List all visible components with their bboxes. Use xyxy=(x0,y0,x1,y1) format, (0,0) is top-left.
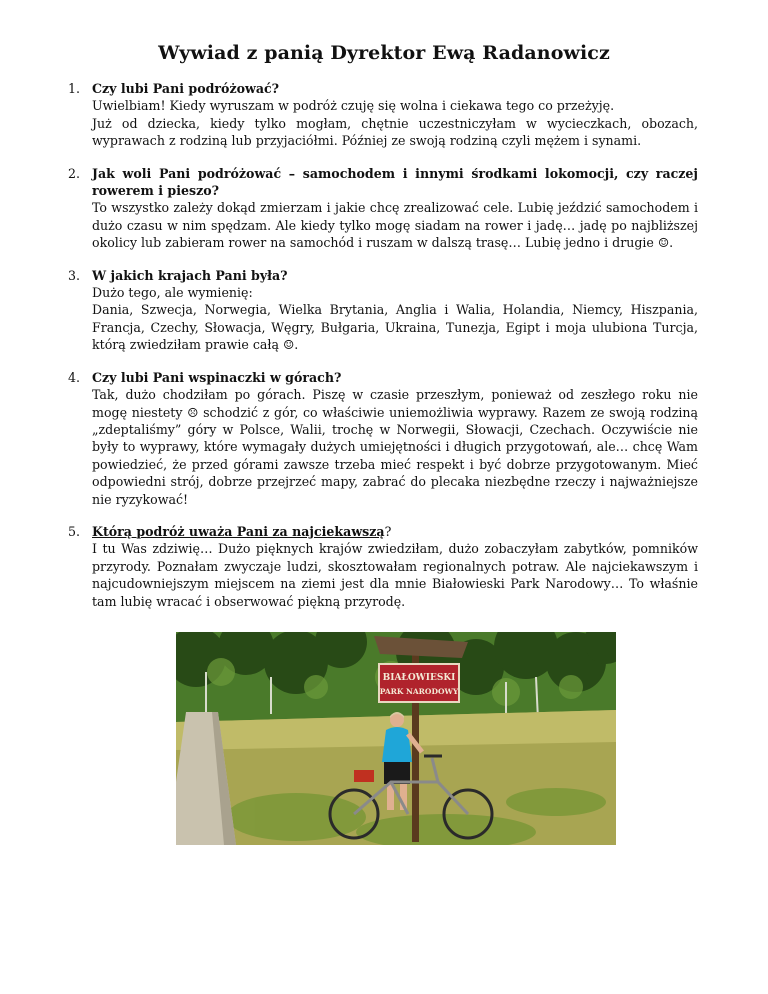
answer-paragraph: Już od dziecka, kiedy tylko mogłam, chętnie uczestniczyłam w wycieczkach, obozach, wyprawach z rodziną lub przyjaciółmi. Później ze swoją rodziną czyli mężem i synami. xyxy=(92,115,698,149)
sign-text-line2: PARK NARODOWY xyxy=(379,687,459,696)
answer-paragraph: I tu Was zdziwię… Dużo pięknych krajów zwiedziłam, dużo zobaczyłam zabytków, pomników przyrody. Poznałam zwyczaje ludzi, skosztowałam regionalnych potraw. Ale najciekawszym i najcudowniejszym miejscem na ziemi jest dla mnie Białowieski Park Narodowy… To właśnie tam lubię wracać i obserwować piękną przyrodę. xyxy=(92,541,698,609)
interview-item-5 xyxy=(68,523,698,610)
answer-1 xyxy=(92,97,698,149)
item-number: 3. xyxy=(68,267,81,283)
item-number: 1. xyxy=(68,81,81,96)
answer-paragraph: To wszystko zależy dokąd zmierzam i jakie chcę zrealizować cele. Lubię jeździć samochodem i dużo czasu w nim spędzam. Ale kiedy tylko mogę siadam na rower i jadę… jadę po najbliższej okolicy lub zabieram rower na samochód i ruszam w dalszą trasę… Lubię jedno i drugie ☺. xyxy=(92,200,698,251)
answer-4 xyxy=(92,386,698,508)
answer-paragraph: Tak, dużo chodziłam po górach. Piszę w czasie przeszłym, ponieważ od zeszłego roku nie mogę niestety ☹ schodzić z gór, co właściwie uniemożliwia wyprawy. Razem ze swoją rodziną „zdeptaliśmy” góry w Polsce, Walii, trochę w Norwegii, Słowacji, Czechach. Oczywiście nie były to wyprawy, które wymagały dużych umiejętności i długich przygotowań, ale… chcę Wam powiedzieć, że przed górami zawsze trzeba mieć respekt i być dobrze przygotowanym. Mieć odpowiedni strój, dobrze przejrzeć mapy, zabrać do plecaka niezbędne rzeczy i najważniejsze nie ryzykować! xyxy=(92,387,698,507)
question-5 xyxy=(92,523,698,540)
interview-item-1 xyxy=(68,80,698,150)
question-3: W jakich krajach Pani była? xyxy=(92,267,288,283)
photo-bialowieza xyxy=(176,632,616,845)
item-number: 5. xyxy=(68,523,81,539)
interview-item-2 xyxy=(68,165,698,252)
sign-text-line1: BIAŁOWIESKI xyxy=(382,673,456,683)
interview-item-3 xyxy=(68,267,698,354)
interview-item-4 xyxy=(68,369,698,508)
sign-board xyxy=(379,664,459,702)
answer-5 xyxy=(92,540,698,610)
answer-paragraph: Dania, Szwecja, Norwegia, Wielka Brytania, Anglia i Walia, Holandia, Niemcy, Hiszpania, Francja, Czechy, Słowacja, Węgry, Bułgaria, Ukraina, Tunezja, Egipt i moja ulubiona Turcja, którą zwiedziłam prawie całą ☺. xyxy=(92,302,698,353)
question-2: Jak woli Pani podróżować – samochodem i innymi środkami lokomocji, czy raczej rowerem i pieszo? xyxy=(92,165,698,199)
document-title: Wywiad z panią Dyrektor Ewą Radanowicz xyxy=(158,42,610,64)
interview-list xyxy=(68,80,698,625)
answer-2 xyxy=(92,199,698,251)
question-5-mark: ? xyxy=(384,523,392,539)
bicycle-bag xyxy=(354,770,374,782)
answer-3 xyxy=(92,284,698,354)
person-shirt xyxy=(382,727,412,762)
answer-paragraph: Uwielbiam! Kiedy wyruszam w podróż czuję się wolna i ciekawa tego co przeżyję. xyxy=(92,98,615,114)
answer-paragraph: Dużo tego, ale wymienię: xyxy=(92,285,253,301)
item-number: 4. xyxy=(68,369,81,385)
question-1: Czy lubi Pani podróżować? xyxy=(92,81,280,96)
item-number: 2. xyxy=(68,165,81,181)
question-5-text: Którą podróż uważa Pani za najciekawszą xyxy=(92,523,385,539)
question-4: Czy lubi Pani wspinaczki w górach? xyxy=(92,369,342,385)
